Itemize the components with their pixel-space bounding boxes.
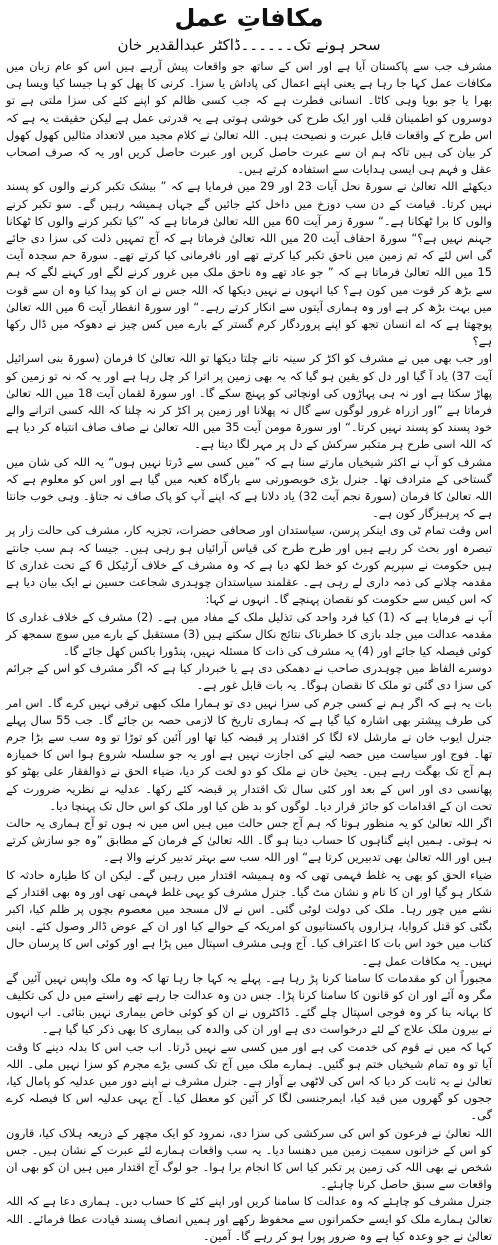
article-title: مکافاتِ عمل <box>174 4 324 32</box>
article-paragraph: ضیاء الحق کو بھی یہ غلط فہمی تھی کہ وہ ہمیشہ اقتدار میں رہیں گے۔ لیکن ان کا طیارہ حادثہ کا شکار ہو گیا اور ان کا نام و نشان مٹ گیا۔ جنرل مشرف کو یہی غلط فہمی تھی اور وہ بھی اقتدار کے نشے میں چور رہا۔ ملک کی دولت لوٹی گئی۔ اس نے لال مسجد میں معصوم بچوں پر ظلم کیا، اکبر بگٹی کو قتل کروایا، ہزاروں پاکستانیوں کو امریکہ کے حوالے کیا اور ان کے عوض ڈالر وصول کئے۔ اپنی کتاب میں خود اس بات کا اعتراف کیا۔ آج وہی مشرف اسپتال میں پڑا ہے اور کوئی اس کا پرسان حال نہیں۔ یہ مکافات عمل ہے۔ <box>6 867 492 968</box>
article-paragraph: دوسرے الفاظ میں چوہدری صاحب نے دھمکی دی ہے یا خبردار کیا ہے کہ اگر مشرف کو اس کے جرائم کی سزا دی گئی تو ملک کا نقصان ہوگا۔ یہ بات قابل غور ہے۔ <box>6 661 492 693</box>
article-paragraph: کہا کہ میں نے قوم کی خدمت کی ہے اور میں کسی سے نہیں ڈرتا۔ اب جب اس کا بدلہ دینے کا وقت آیا تو وہ تمام شیخیاں ختم ہو گئیں۔ ہمارے ملک میں آج تک کسی بڑے مجرم کو سزا نہیں ملی۔ اللہ تعالیٰ نے یہ ثابت کر دیا کہ اس کی لاٹھی بے آواز ہے۔ جنرل مشرف نے اپنے دور میں عدلیہ کو پامال کیا، ججوں کو گھروں میں قید کیا، ایمرجنسی لگا کر آئین کو معطل کیا۔ آج یہی عدلیہ اس کا فیصلہ کرے گی۔ <box>6 1039 492 1123</box>
article-paragraph: مجبوراً ان کو مقدمات کا سامنا کرنا پڑ رہا ہے۔ پہلے یہ کہا جا رہا تھا کہ وہ ملک واپس نہیں آئیں گے مگر وہ آئے اور ان کو قانون کا سامنا کرنا پڑا۔ جس دن وہ عدالت جا رہے تھے راستے میں دل کی تکلیف کا بہانہ بنا کر وہ فوجی اسپتال چلے گئے۔ ڈاکٹروں نے ان کو کوئی خاص بیماری نہیں بتائی۔ اب انہوں نے بیرون ملک علاج کے لئے درخواست دی ہے اور ان کی والدہ کی بیماری کا بھی ذکر کیا گیا ہے۔ <box>6 970 492 1037</box>
article-paragraph: بات یہ ہے کہ اگر ہم نے کسی جرم کی سزا نہیں دی تو ہمارا ملک کبھی ترقی نہیں کرے گا۔ اس امر کی طرف پیشتر بھی اشارہ کیا گیا ہے کہ ہماری تاریخ کا لازمی حصہ بن جائے گا۔ جب 55 سال پہلے جنرل ایوب خان نے مارشل لاء لگا کر اقتدار پر قبضہ کیا تھا اور آئین کو توڑا تو وہ سب سے بڑا جرم تھا۔ فوج اور سیاست میں حصہ لینے کی اجازت نہیں ہے اور یہ جو سلسلہ شروع ہوا اس کا خمیازہ ہم آج تک بھگت رہے ہیں۔ یحییٰ خان نے ملک کو دو لخت کر دیا، ضیاء الحق نے ذوالفقار علی بھٹو کو پھانسی دی اور اس کے بعد اور کئی سال تک اقتدار پر قبضہ کئے رکھا۔ عدلیہ نے نظریہ ضرورت کے تحت ان کے اقدامات کو جائز قرار دیا۔ لوگوں کو بد ظن کیا اور ملک کو اس حال تک پہنچا دیا۔ <box>6 695 492 813</box>
article-paragraph: آپ نے فرمایا ہے کہ (1) کیا فرد واحد کی تذلیل ملک کے مفاد میں ہے۔ (2) مشرف کے خلاف غداری کا مقدمہ عدالت میں جلد بازی کا خطرناک نتائج نکال سکتے ہیں (3) مستقبل کے بارے میں سوچ سمجھ کر کوئی فیصلہ کیا جائے اور (4) یہ مشرف کی ذات کا مسئلہ نہیں، پنڈورا باکس کھل جائے گا۔ <box>6 609 493 658</box>
article-paragraph: اور جب بھی میں نے مشرف کو اکڑ کر سینہ تانے چلتا دیکھا تو اللہ تعالیٰ کا فرمان (سورۃ بنی اسرائیل آیت 37) یاد آ گیا اور دل کو یقین ہو گیا کہ یہ بھی زمین پر اترا کر چل رہا ہے اور یہ کہ نہ تو زمین کو پھاڑ سکتا ہے اور نہ ہی پہاڑوں کی اونچائی کو پہنچ سکے گا۔ اور سورۃ لقمان آیت 18 میں اللہ تعالیٰ فرماتا ہے ”اور ازراہ غرور لوگوں سے گال نہ پھلانا اور زمین پر اکڑ کر نہ چلنا کہ اللہ کسی اترانے والے خود پسند کو پسند نہیں کرتا۔“ اور سورۃ مومن آیت 35 میں اللہ تعالیٰ نے صاف صاف انتباہ کر دیا ہے کہ اللہ اسی طرح ہر متکبر سرکش کے دل پر مہر لگا دیتا ہے۔ <box>6 351 492 452</box>
article-paragraph: مشرف کو آپ نے اکثر شیخیاں مارتے سنا ہے کہ ”میں کسی سے ڈرتا نہیں ہوں“ یہ اللہ کی شان میں گستاخی کے مترادف تھا۔ جنرل بڑی خوبصورتی سے بارگاہ کعبہ میں گیا ہے اور اس کو معلوم ہے کہ اللہ تعالیٰ کا فرمان (سورۃ نجم آیت 32) یاد دلانا ہے کہ اپنے آپ کو پاک صاف نہ جتاؤ۔ وہی خوب جانتا ہے کہ پرہیزگار کون ہے۔ <box>6 454 492 521</box>
article-paragraph: جنرل مشرف کو چاہئے کہ وہ عدالت کا سامنا کریں اور اپنے کئے کا حساب دیں۔ ہماری دعا ہے کہ اللہ تعالیٰ ہمارے ملک کو ایسے حکمرانوں سے محفوظ رکھے اور ہمیں انصاف پسند قیادت عطا فرمائے۔ اللہ تعالیٰ نے جو وعدہ کیا ہے وہ ضرور پورا ہو کر رہے گا۔ آمین۔ <box>6 1194 492 1243</box>
article-paragraph: اس وقت تمام ٹی وی اینکر پرسن، سیاستدان اور صحافی حضرات، تجزیہ کار، مشرف کی حالت زار پر تبصرہ اور بحث کر رہے ہیں اور طرح طرح کی قیاس آرائیاں ہو رہی ہیں۔ جیسا کہ ہم سب جانتے ہیں حکومت نے سپریم کورٹ کو خط لکھ دیا ہے کہ وہ مشرف کے خلاف آرٹیکل 6 کے تحت غداری کا مقدمہ چلانے کی ذمہ داری لے رہی ہے۔ عقلمند سیاستدان چوہدری شجاعت حسین نے ایک بیان دیا ہے کہ اس کیس سے حکومت کو نقصان پہنچے گا۔ انہوں نے کہا: <box>6 523 492 607</box>
article-paragraph: مشرف جب سے پاکستان آیا ہے اور اس کے ساتھ جو واقعات پیش آرہے ہیں اس کو عام زبان میں مکافات عمل کہا جا رہا ہے یعنی اپنے اعمال کی پاداش یا سزا۔ کرنی کا پھل کو ہا جیسا کیا ویسا ہی بھرا یا جو بویا وہی کاٹا۔ انسانی فطرت ہے کہ جب کسی ظالم کو اپنے کئے کی سزا ملتی ہے تو دوسروں کو اطمینان قلب اور ایک طرح کی خوشی ہوتی ہے یہ قدرتی عمل ہے لیکن حقیقت یہ ہے کہ اس طرح کے واقعات قابل عبرت و نصیحت ہیں۔ اللہ تعالیٰ نے کلام مجید میں لاتعداد مثالیں کھول کھول کر بیان کی ہیں تاکہ ہم ان سے عبرت حاصل کریں اور عبرت حاصل کریں اور یہ کہ صرف اصحاب عقل و فہم ہی ایسی ہدایات سے استفادہ کرتے ہیں۔ <box>6 59 492 177</box>
article-body <box>6 58 492 1245</box>
article-paragraph: دیکھئے اللہ تعالیٰ نے سورۃ نحل آیات 23 اور 29 میں فرمایا ہے کہ ” بیشک تکبر کرنے والوں کو پسند نہیں کرتا۔ قیامت کے دن سب دوزخ میں داخل کئے جائیں گے جہاں ہمیشہ رہیں گے۔ سو تکبر کرنے والوں کا برا ٹھکانا ہے۔“ سورۃ زمر آیت 60 میں اللہ تعالیٰ فرماتا ہے کہ ”کیا تکبر کرنے والوں کا ٹھکانا جہنم نہیں ہے؟“ سورۃ احقاف آیت 20 میں اللہ تعالیٰ فرماتا ہے کہ آج تمہیں ذلت کی سزا دی جائے گی اس لئے کہ تم زمین میں ناحق تکبر کیا کرتے تھے اور نافرمانی کیا کرتے تھے۔ سورۃ حم سجدہ آیت 15 میں اللہ تعالیٰ فرماتا ہے کہ ” جو عاد تھے وہ ناحق ملک میں غرور کرنے لگے اور کہنے لگے کہ ہم سے بڑھ کر قوت میں کون ہے؟ کیا انہوں نے نہیں دیکھا کہ اللہ جس نے ان کو پیدا کیا وہ ان سے قوت میں بہت بڑھ کر ہے اور وہ ہماری آیتوں سے انکار کرتے رہے۔“ اور سورۃ انفطار آیت 6 میں اللہ تعالیٰ پوچھتا ہے کہ اے انسان تجھ کو اپنے پروردگار کرم گستر کے بارے میں کس چیز نے دھوکہ میں ڈال رکھا ہے؟ <box>6 179 493 349</box>
article-page <box>0 2 498 1243</box>
article-byline: سحر ہونے تک۔۔۔۔۔۔ڈاکٹر عبدالقدیر خان <box>117 36 381 54</box>
article-paragraph: اگر اللہ تعالیٰ کو یہ منظور ہوتا کہ ہم آج جس حالت میں ہیں اس میں نہ ہوں تو آج ہماری یہ حالت نہ ہوتی۔ ہمیں اپنے گناہوں کا حساب دینا ہو گا۔ اللہ تعالیٰ کے فرمان کے مطابق ”وہ جو سازش کرتے ہیں اور اللہ تعالیٰ بھی تدبیریں کرتا ہے“ اور اللہ سب سے بہتر تدبیر کرنے والا ہے۔ <box>6 815 492 865</box>
article-paragraph: اللہ تعالیٰ نے فرعون کو اس کی سرکشی کی سزا دی، نمرود کو ایک مچھر کے ذریعہ ہلاک کیا، قارون کو اس کے خزانوں سمیت زمین میں دھنسا دیا۔ یہ سب واقعات ہمارے لئے عبرت کے نشان ہیں۔ جس شخص نے بھی اللہ کی زمین پر تکبر کیا اس کا انجام برا ہوا۔ جو لوگ آج اقتدار میں ہیں ان کو بھی ان واقعات سے سبق حاصل کرنا چاہئے۔ <box>6 1125 492 1192</box>
